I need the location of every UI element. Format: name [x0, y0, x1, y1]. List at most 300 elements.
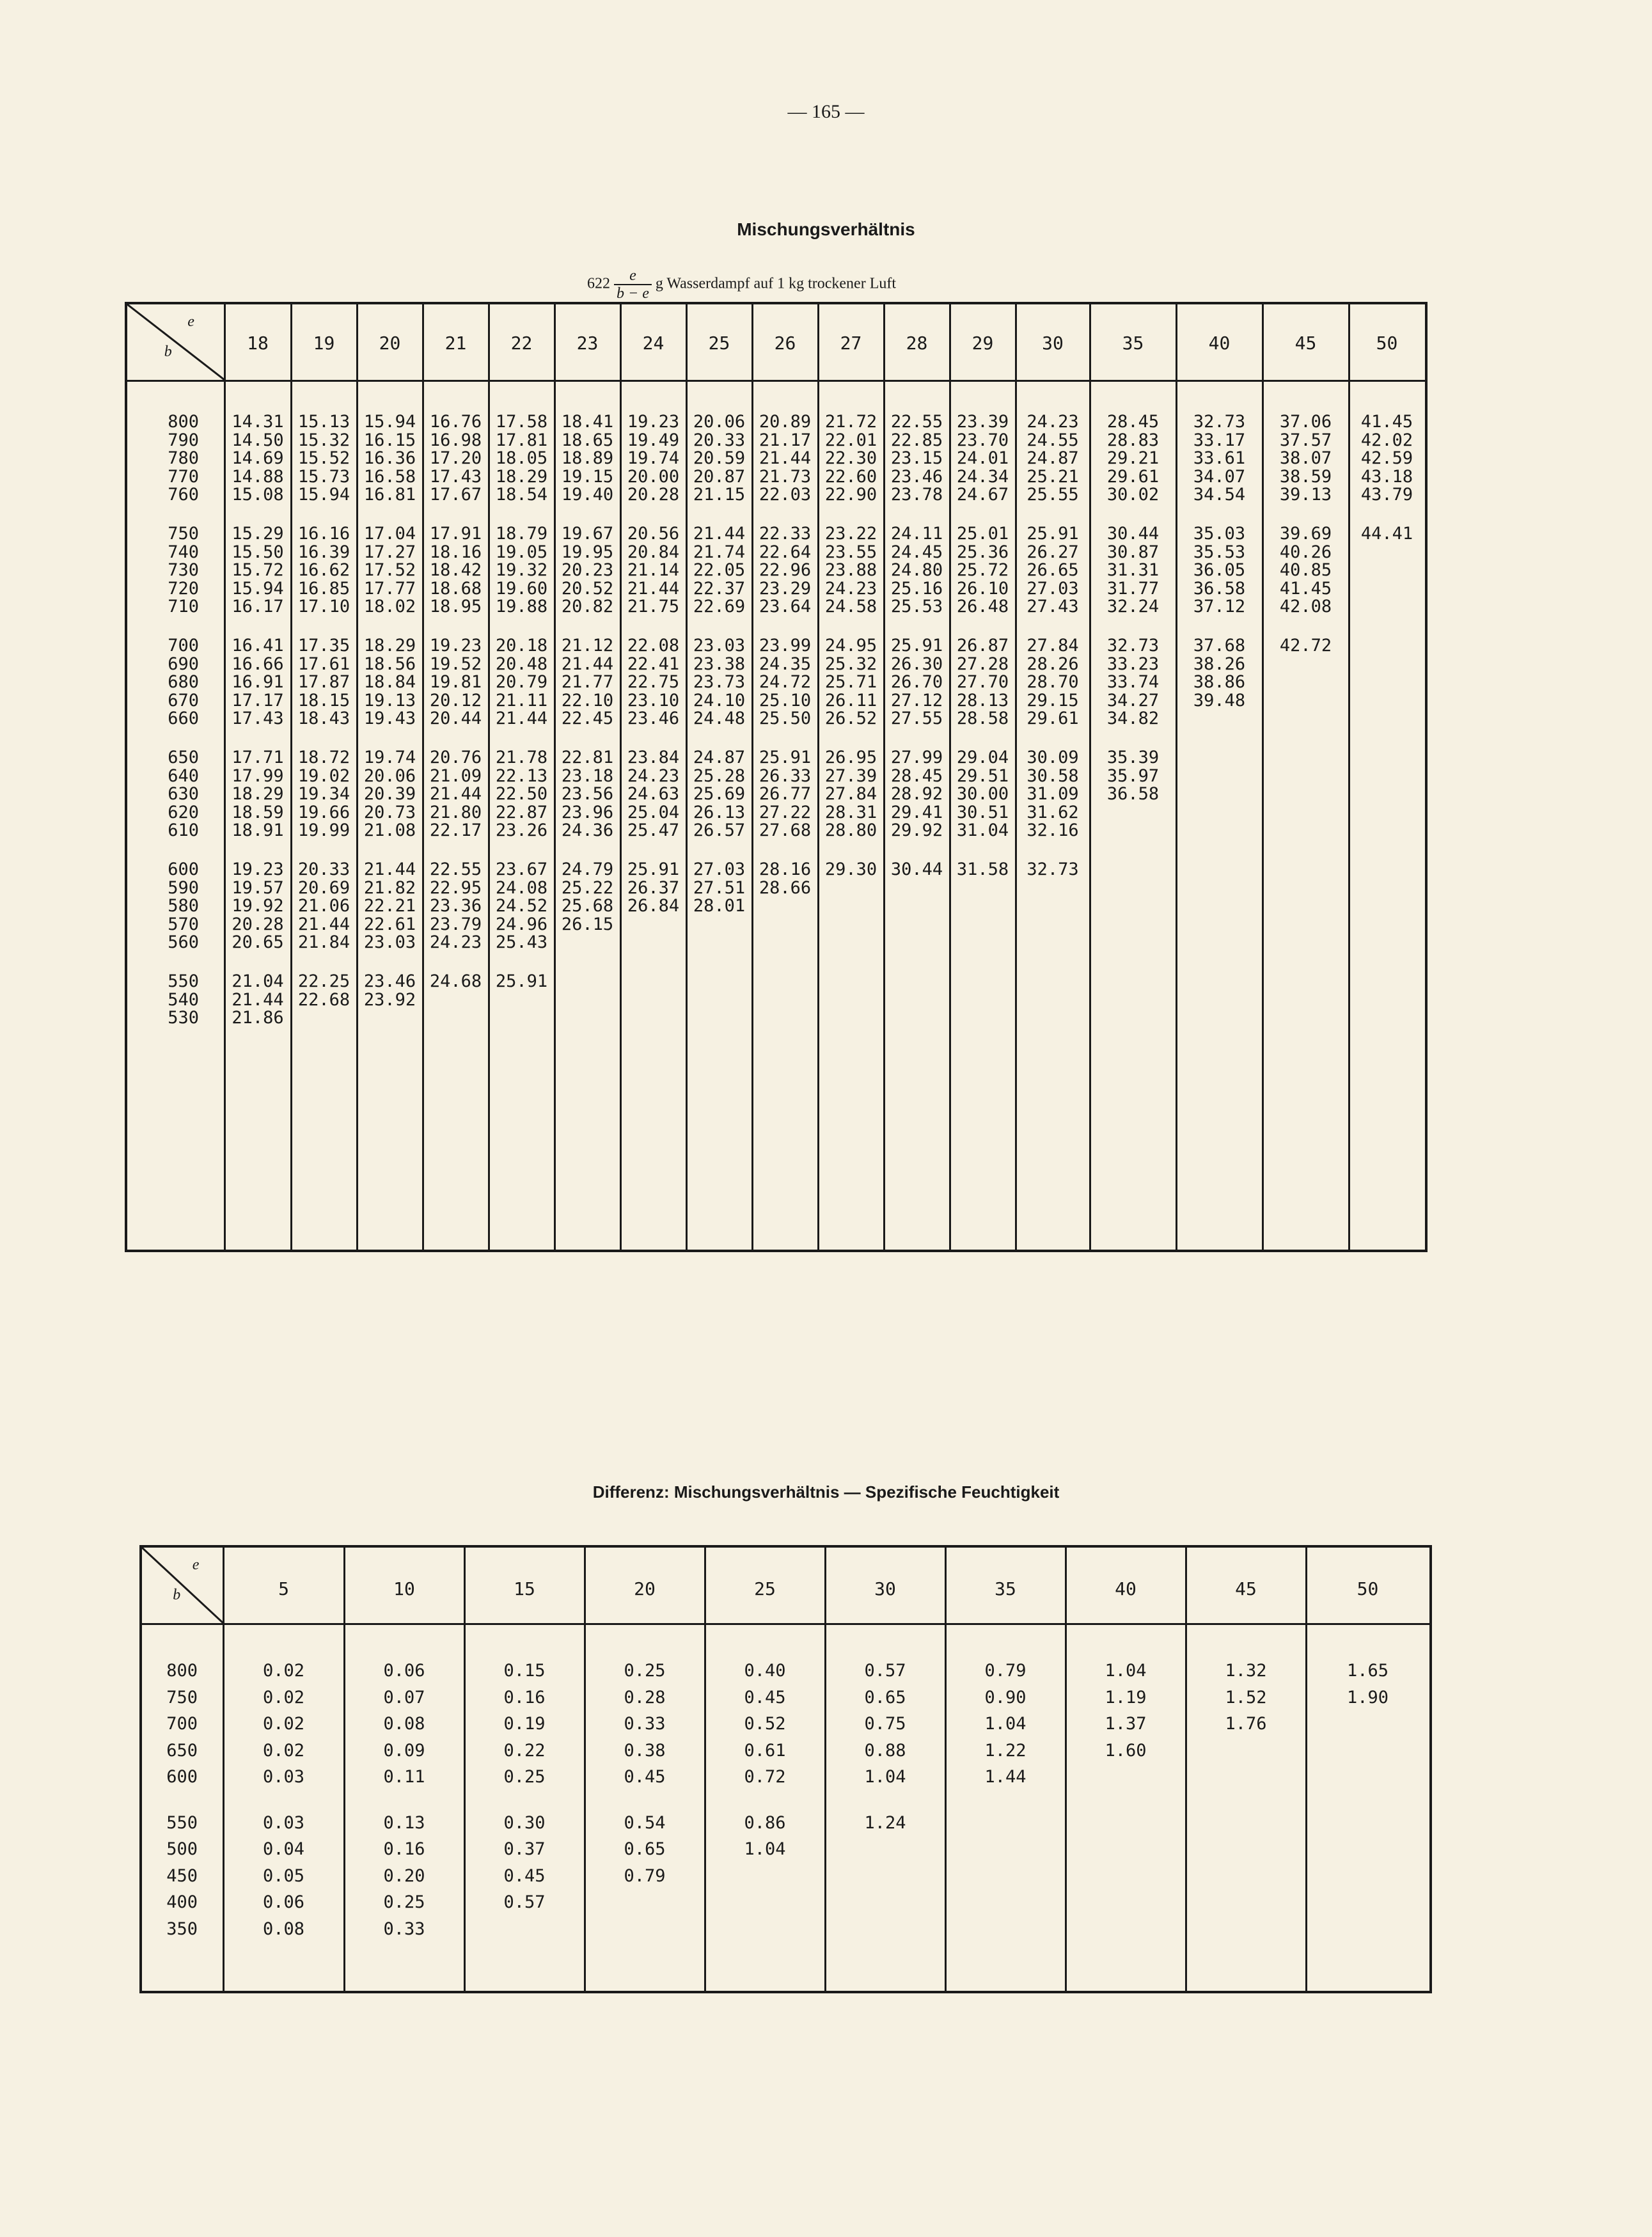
table-cell: 23.03 — [363, 932, 416, 953]
table-cell: 34.27 — [1106, 690, 1160, 710]
table-cell: 16.62 — [297, 560, 350, 581]
column-header: 50 — [1357, 1578, 1379, 1599]
column-header: 28 — [906, 333, 928, 354]
table-cell: 32.73 — [1106, 636, 1160, 655]
table-cell: 24.96 — [495, 914, 548, 934]
table-cell: 18.29 — [232, 784, 284, 805]
row-label: 720 — [168, 578, 199, 599]
table-cell: 27.28 — [956, 654, 1009, 674]
table-cell: 34.82 — [1106, 709, 1160, 729]
column-header: 20 — [379, 333, 401, 354]
table-cell: 27.03 — [1027, 578, 1079, 599]
table-cell: 22.75 — [627, 672, 680, 693]
row-label: 760 — [168, 485, 199, 505]
table-cell: 38.86 — [1193, 672, 1246, 693]
table-cell: 24.55 — [1027, 430, 1079, 450]
table-cell: 43.18 — [1360, 466, 1413, 487]
column-header: 19 — [313, 333, 335, 354]
table-cell: 0.52 — [744, 1714, 786, 1734]
row-label: 650 — [168, 748, 199, 767]
table-cell: 25.91 — [890, 636, 943, 655]
table-cell: 30.00 — [956, 784, 1009, 805]
table-cell: 20.89 — [759, 412, 812, 432]
table-cell: 37.68 — [1193, 636, 1246, 655]
table-cell: 18.65 — [561, 430, 614, 450]
table-cell: 23.70 — [956, 430, 1009, 450]
table-cell: 20.87 — [693, 466, 746, 487]
table-cell: 19.02 — [297, 765, 350, 786]
table-cell: 20.65 — [232, 932, 284, 953]
table-cell: 22.37 — [693, 578, 746, 599]
table-cell: 19.23 — [232, 859, 284, 879]
table-cell: 27.70 — [956, 672, 1009, 693]
table-cell: 28.01 — [693, 896, 746, 916]
table-cell: 22.01 — [824, 430, 877, 450]
table-cell: 17.43 — [232, 709, 284, 729]
table-cell: 21.75 — [627, 597, 680, 617]
table-cell: 22.68 — [297, 989, 350, 1010]
table-cell: 0.45 — [503, 1865, 546, 1886]
table-cell: 22.45 — [561, 709, 614, 729]
header-divider — [142, 1623, 1429, 1625]
table-cell: 21.09 — [429, 765, 482, 786]
row-label: 590 — [168, 877, 199, 898]
table-cell: 25.91 — [627, 859, 680, 879]
table-cell: 0.33 — [383, 1919, 425, 1939]
table-cell: 21.78 — [495, 748, 548, 767]
table-cell: 41.45 — [1279, 578, 1332, 599]
corner-label-e: e — [192, 1557, 200, 1573]
table-cell: 0.38 — [624, 1740, 666, 1761]
table-cell: 35.53 — [1193, 542, 1246, 562]
column-header: 35 — [1122, 333, 1144, 354]
table-cell: 15.52 — [297, 448, 350, 469]
table-cell: 24.23 — [627, 765, 680, 786]
table-cell: 23.39 — [956, 412, 1009, 432]
table-cell: 26.57 — [693, 820, 746, 841]
table-cell: 19.23 — [429, 636, 482, 655]
table-cell: 21.44 — [627, 578, 680, 599]
table-cell: 42.02 — [1360, 430, 1413, 450]
table-cell: 0.65 — [864, 1687, 906, 1707]
table-cell: 0.25 — [624, 1661, 666, 1681]
table-cell: 23.96 — [561, 802, 614, 822]
table-cell: 28.45 — [890, 765, 943, 786]
table-cell: 19.67 — [561, 524, 614, 544]
table-cell: 22.64 — [759, 542, 812, 562]
table-cell: 28.58 — [956, 709, 1009, 729]
table-cell: 24.01 — [956, 448, 1009, 469]
table-cell: 19.99 — [297, 820, 350, 841]
column-header: 22 — [510, 333, 533, 354]
table-cell: 19.34 — [297, 784, 350, 805]
table-cell: 16.66 — [232, 654, 284, 674]
row-label: 610 — [168, 820, 199, 841]
table-cell: 21.08 — [363, 820, 416, 841]
table-cell: 16.16 — [297, 524, 350, 544]
table-cell: 1.60 — [1105, 1740, 1147, 1761]
table-cell: 16.85 — [297, 578, 350, 599]
table-cell: 21.73 — [759, 466, 812, 487]
table-cell: 29.92 — [890, 820, 943, 841]
table-cell: 1.90 — [1346, 1687, 1389, 1707]
table-cell: 26.27 — [1027, 542, 1079, 562]
column-header: 40 — [1208, 333, 1231, 354]
table-cell: 20.79 — [495, 672, 548, 693]
page-number: — 165 — — [787, 101, 865, 122]
table-cell: 25.32 — [824, 654, 877, 674]
table-cell: 28.16 — [759, 859, 812, 879]
table-cell: 18.02 — [363, 597, 416, 617]
table-cell: 23.38 — [693, 654, 746, 674]
row-label: 700 — [166, 1714, 198, 1734]
table-cell: 33.61 — [1193, 448, 1246, 469]
table-cell: 20.12 — [429, 690, 482, 710]
table-cell: 25.68 — [561, 896, 614, 916]
table-cell: 25.04 — [627, 802, 680, 822]
table-cell: 27.22 — [759, 802, 812, 822]
table-cell: 23.18 — [561, 765, 614, 786]
table-cell: 20.28 — [627, 485, 680, 505]
table2-title: Differenz: Mischungsverhältnis — Spezifische Feuchtigkeit — [592, 1482, 1060, 1502]
table-cell: 19.23 — [627, 412, 680, 432]
table-cell: 15.08 — [232, 485, 284, 505]
column-header: 20 — [634, 1578, 656, 1599]
table-cell: 17.04 — [363, 524, 416, 544]
row-label: 740 — [168, 542, 199, 562]
table-cell: 0.22 — [503, 1740, 546, 1761]
table-cell: 22.03 — [759, 485, 812, 505]
column-header: 5 — [278, 1578, 289, 1599]
table-cell: 18.72 — [297, 748, 350, 767]
table-cell: 20.76 — [429, 748, 482, 767]
table-cell: 38.26 — [1193, 654, 1246, 674]
table-cell: 19.60 — [495, 578, 548, 599]
table-cell: 23.73 — [693, 672, 746, 693]
corner-label-b: b — [173, 1587, 181, 1604]
table-cell: 20.82 — [561, 597, 614, 617]
table-cell: 27.12 — [890, 690, 943, 710]
table-cell: 22.55 — [890, 412, 943, 432]
table-cell: 25.47 — [627, 820, 680, 841]
table-cell: 21.72 — [824, 412, 877, 432]
table-cell: 0.07 — [383, 1687, 425, 1707]
table-cell: 20.39 — [363, 784, 416, 805]
table-cell: 14.50 — [232, 430, 284, 450]
table-cell: 28.26 — [1027, 654, 1079, 674]
table-cell: 0.16 — [383, 1839, 425, 1859]
table-cell: 26.52 — [824, 709, 877, 729]
table-cell: 28.80 — [824, 820, 877, 841]
table-cell: 22.87 — [495, 802, 548, 822]
row-label: 620 — [168, 802, 199, 822]
table-cell: 20.48 — [495, 654, 548, 674]
table-cell: 21.77 — [561, 672, 614, 693]
table-cell: 19.88 — [495, 597, 548, 617]
table-cell: 23.10 — [627, 690, 680, 710]
table-cell: 16.15 — [363, 430, 416, 450]
table-cell: 31.77 — [1106, 578, 1160, 599]
table-cell: 1.65 — [1346, 1661, 1389, 1681]
table-cell: 33.17 — [1193, 430, 1246, 450]
row-label: 650 — [166, 1740, 198, 1761]
table-cell: 22.05 — [693, 560, 746, 581]
table-cell: 27.84 — [1027, 636, 1079, 655]
table-cell: 19.74 — [627, 448, 680, 469]
table-cell: 16.36 — [363, 448, 416, 469]
row-label: 750 — [166, 1687, 198, 1707]
table-cell: 15.13 — [297, 412, 350, 432]
formula-denominator: b − e — [617, 285, 649, 302]
table-cell: 18.41 — [561, 412, 614, 432]
table-cell: 0.33 — [624, 1714, 666, 1734]
table-cell: 32.24 — [1106, 597, 1160, 617]
table-cell: 28.31 — [824, 802, 877, 822]
table-cell: 17.58 — [495, 412, 548, 432]
table-cell: 15.73 — [297, 466, 350, 487]
row-label: 700 — [168, 636, 199, 655]
column-header: 29 — [972, 333, 994, 354]
table-cell: 0.19 — [503, 1714, 546, 1734]
column-header: 35 — [995, 1578, 1016, 1599]
table-cell: 19.66 — [297, 802, 350, 822]
table-cell: 21.17 — [759, 430, 812, 450]
table-cell: 29.30 — [824, 859, 877, 879]
table-cell: 19.92 — [232, 896, 284, 916]
table-cell: 1.04 — [984, 1714, 1027, 1734]
table-cell: 23.26 — [495, 820, 548, 841]
table-cell: 32.73 — [1193, 412, 1246, 432]
table-cell: 26.48 — [956, 597, 1009, 617]
table-cell: 23.64 — [759, 597, 812, 617]
table-cell: 26.95 — [824, 748, 877, 767]
table-cell: 24.08 — [495, 877, 548, 898]
table-cell: 19.57 — [232, 877, 284, 898]
table-cell: 18.29 — [495, 466, 548, 487]
table-cell: 22.69 — [693, 597, 746, 617]
table-cell: 39.48 — [1193, 690, 1246, 710]
table-cell: 30.58 — [1027, 765, 1079, 786]
table-cell: 32.73 — [1027, 859, 1079, 879]
table-cell: 23.67 — [495, 859, 548, 879]
table-cell: 18.29 — [363, 636, 416, 655]
table-cell: 17.87 — [297, 672, 350, 693]
table-cell: 21.44 — [429, 784, 482, 805]
table-cell: 20.18 — [495, 636, 548, 655]
table-cell: 19.95 — [561, 542, 614, 562]
table-cell: 16.76 — [429, 412, 482, 432]
table-cell: 44.41 — [1360, 524, 1413, 544]
table-cell: 22.81 — [561, 748, 614, 767]
table-cell: 18.68 — [429, 578, 482, 599]
column-header: 30 — [874, 1578, 896, 1599]
table-cell: 35.97 — [1106, 765, 1160, 786]
table-cell: 18.79 — [495, 524, 548, 544]
table-cell: 22.41 — [627, 654, 680, 674]
table-cell: 0.30 — [503, 1812, 546, 1833]
table-cell: 30.87 — [1106, 542, 1160, 562]
table-cell: 22.50 — [495, 784, 548, 805]
table-cell: 1.04 — [1105, 1661, 1147, 1681]
table-cell: 24.52 — [495, 896, 548, 916]
row-label: 790 — [168, 430, 199, 450]
table-cell: 0.11 — [383, 1767, 425, 1787]
row-label: 730 — [168, 560, 199, 581]
table-cell: 23.56 — [561, 784, 614, 805]
table-cell: 0.90 — [984, 1687, 1027, 1707]
table-cell: 1.19 — [1105, 1687, 1147, 1707]
table-cell: 23.99 — [759, 636, 812, 655]
table-cell: 23.15 — [890, 448, 943, 469]
table-cell: 40.85 — [1279, 560, 1332, 581]
row-label: 560 — [168, 932, 199, 953]
table-cell: 20.84 — [627, 542, 680, 562]
table-cell: 15.72 — [232, 560, 284, 581]
table-cell: 25.72 — [956, 560, 1009, 581]
table-cell: 21.84 — [297, 932, 350, 953]
table-cell: 15.50 — [232, 542, 284, 562]
table-cell: 29.61 — [1027, 709, 1079, 729]
table-cell: 19.49 — [627, 430, 680, 450]
table-cell: 40.26 — [1279, 542, 1332, 562]
table-cell: 16.91 — [232, 672, 284, 693]
table-cell: 26.33 — [759, 765, 812, 786]
table-cell: 29.21 — [1106, 448, 1160, 469]
table-cell: 20.33 — [693, 430, 746, 450]
corner-diagonal — [142, 1548, 223, 1623]
table-cell: 24.10 — [693, 690, 746, 710]
table-cell: 19.40 — [561, 485, 614, 505]
table-cell: 19.74 — [363, 748, 416, 767]
table-cell: 25.22 — [561, 877, 614, 898]
table-cell: 20.73 — [363, 802, 416, 822]
table-cell: 36.58 — [1193, 578, 1246, 599]
table-cell: 0.57 — [864, 1661, 906, 1681]
table-cell: 34.54 — [1193, 485, 1246, 505]
column-header: 21 — [444, 333, 467, 354]
column-header: 30 — [1042, 333, 1064, 354]
row-label: 710 — [168, 597, 199, 617]
table-cell: 20.69 — [297, 877, 350, 898]
formula-numerator: e — [614, 267, 652, 285]
table-cell: 25.43 — [495, 932, 548, 953]
table-cell: 32.16 — [1027, 820, 1079, 841]
table-cell: 26.10 — [956, 578, 1009, 599]
table-cell: 21.44 — [759, 448, 812, 469]
column-header: 18 — [247, 333, 269, 354]
table-cell: 0.15 — [503, 1661, 546, 1681]
table-cell: 22.10 — [561, 690, 614, 710]
table-cell: 1.24 — [864, 1812, 906, 1833]
table-cell: 0.72 — [744, 1767, 786, 1787]
table-cell: 24.72 — [759, 672, 812, 693]
table-cell: 1.32 — [1225, 1661, 1267, 1681]
table-cell: 21.82 — [363, 877, 416, 898]
table-cell: 25.91 — [495, 971, 548, 991]
table-cell: 21.44 — [561, 654, 614, 674]
table-cell: 22.60 — [824, 466, 877, 487]
table-cell: 18.16 — [429, 542, 482, 562]
table-cell: 22.08 — [627, 636, 680, 655]
table-cell: 21.11 — [495, 690, 548, 710]
row-label: 780 — [168, 448, 199, 469]
table-cell: 25.21 — [1027, 466, 1079, 487]
table-cell: 18.59 — [232, 802, 284, 822]
table-cell: 23.55 — [824, 542, 877, 562]
table-cell: 21.44 — [495, 709, 548, 729]
table-cell: 43.79 — [1360, 485, 1413, 505]
table-cell: 24.45 — [890, 542, 943, 562]
table-cell: 0.04 — [262, 1839, 305, 1859]
table-cell: 0.03 — [262, 1812, 305, 1833]
table-cell: 18.54 — [495, 485, 548, 505]
table-cell: 20.56 — [627, 524, 680, 544]
table-cell: 15.94 — [297, 485, 350, 505]
corner-label-e: e — [187, 313, 194, 330]
table-cell: 16.41 — [232, 636, 284, 655]
table-cell: 25.01 — [956, 524, 1009, 544]
table-cell: 0.45 — [744, 1687, 786, 1707]
table-cell: 24.23 — [824, 578, 877, 599]
table-cell: 0.65 — [624, 1839, 666, 1859]
table-cell: 19.05 — [495, 542, 548, 562]
table-cell: 23.03 — [693, 636, 746, 655]
table-cell: 27.68 — [759, 820, 812, 841]
table-cell: 1.52 — [1225, 1687, 1267, 1707]
table-cell: 0.28 — [624, 1687, 666, 1707]
table-cell: 31.04 — [956, 820, 1009, 841]
table-cell: 0.09 — [383, 1740, 425, 1761]
row-label: 400 — [166, 1892, 198, 1912]
table-cell: 28.13 — [956, 690, 1009, 710]
row-label: 800 — [166, 1661, 198, 1681]
table-cell: 30.09 — [1027, 748, 1079, 767]
table-cell: 0.02 — [262, 1687, 305, 1707]
table-cell: 0.61 — [744, 1740, 786, 1761]
table-cell: 24.36 — [561, 820, 614, 841]
table-cell: 17.67 — [429, 485, 482, 505]
row-label: 770 — [168, 466, 199, 487]
table-cell: 24.48 — [693, 709, 746, 729]
column-header: 25 — [708, 333, 730, 354]
formula — [587, 267, 896, 302]
table-cell: 0.86 — [744, 1812, 786, 1833]
row-label: 450 — [166, 1865, 198, 1886]
table-cell: 25.16 — [890, 578, 943, 599]
table-cell: 16.58 — [363, 466, 416, 487]
table-cell: 17.10 — [297, 597, 350, 617]
table-cell: 29.51 — [956, 765, 1009, 786]
table-cell: 31.58 — [956, 859, 1009, 879]
table-cell: 25.53 — [890, 597, 943, 617]
table-cell: 23.36 — [429, 896, 482, 916]
row-label: 500 — [166, 1839, 198, 1859]
table-cell: 36.58 — [1106, 784, 1160, 805]
table-cell: 30.51 — [956, 802, 1009, 822]
table-cell: 21.06 — [297, 896, 350, 916]
table-cell: 17.99 — [232, 765, 284, 786]
table-cell: 16.39 — [297, 542, 350, 562]
table-cell: 26.11 — [824, 690, 877, 710]
table-cell: 30.02 — [1106, 485, 1160, 505]
table-cell: 22.61 — [363, 914, 416, 934]
table-cell: 17.17 — [232, 690, 284, 710]
row-label: 530 — [168, 1008, 199, 1028]
table-cell: 0.16 — [503, 1687, 546, 1707]
table-cell: 42.72 — [1279, 636, 1332, 655]
table-cell: 17.71 — [232, 748, 284, 767]
table-cell: 38.59 — [1279, 466, 1332, 487]
